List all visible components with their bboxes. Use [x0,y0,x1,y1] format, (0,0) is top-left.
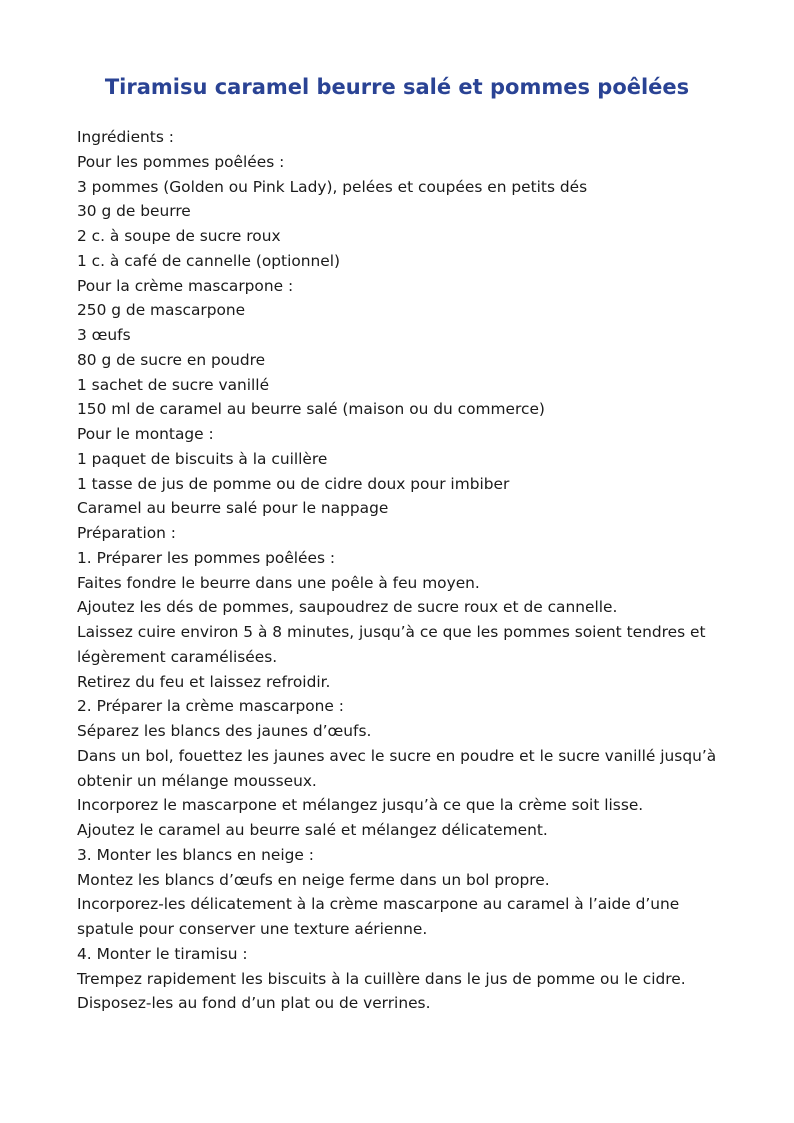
text-line: 2 c. à soupe de sucre roux [77,227,281,245]
text-line: Préparation : [77,524,176,542]
text-line: 3. Monter les blancs en neige : [77,845,314,864]
recipe-body [77,125,737,1016]
text-line: 2. Préparer la crème mascarpone : [77,697,344,716]
text-line: Pour la crème mascarpone : [77,276,294,295]
text-line: Laissez cuire environ 5 à 8 minutes, jusqu’à ce que les pommes soient tendres et légèrement caramélisées. [77,623,706,666]
text-line: 3 œufs [77,326,131,344]
text-line: Séparez les blancs des jaunes d’œufs. [77,722,372,740]
text-line: 3 pommes (Golden ou Pink Lady), pelées et coupées en petits dés [77,177,588,196]
text-line: Montez les blancs d’œufs en neige ferme dans un bol propre. [77,870,550,889]
text-line: Incorporez le mascarpone et mélangez jusqu’à ce que la crème soit lisse. [77,796,644,815]
text-line: 4. Monter le tiramisu : [77,944,248,963]
text-line: 30 g de beurre [77,202,191,221]
text-line: Pour les pommes poêlées : [77,152,285,171]
text-line: Disposez-les au fond d’un plat ou de verrines. [77,994,431,1013]
text-line: 1 sachet de sucre vanillé [77,375,270,394]
text-line: Pour le montage : [77,425,214,443]
text-line: Faites fondre le beurre dans une poêle à feu moyen. [77,573,480,592]
text-line: Dans un bol, fouettez les jaunes avec le sucre en poudre et le sucre vanillé jusqu’à obtenir un mélange mousseux. [77,746,717,790]
text-line: 250 g de mascarpone [77,301,246,320]
text-line: 1 tasse de jus de pomme ou de cidre doux pour imbiber [77,474,510,493]
text-line: Ajoutez le caramel au beurre salé et mélangez délicatement. [77,821,548,839]
text-line: Ingrédients : [77,128,174,146]
text-line: 1 paquet de biscuits à la cuillère [77,449,328,468]
text-line: 150 ml de caramel au beurre salé (maison ou du commerce) [77,400,545,419]
document-title: Tiramisu caramel beurre salé et pommes poêlées [104,75,690,99]
text-line: Caramel au beurre salé pour le nappage [77,499,389,518]
text-line: Retirez du feu et laissez refroidir. [77,672,331,691]
text-line: Incorporez-les délicatement à la crème mascarpone au caramel à l’aide d’une spatule pour conserver une texture aérienne. [77,895,680,938]
text-line: 1. Préparer les pommes poêlées : [77,548,336,567]
text-line: Trempez rapidement les biscuits à la cuillère dans le jus de pomme ou le cidre. [77,969,686,988]
text-line: 80 g de sucre en poudre [77,350,266,369]
text-line: 1 c. à café de cannelle (optionnel) [77,251,341,270]
text-line: Ajoutez les dés de pommes, saupoudrez de sucre roux et de cannelle. [77,598,618,617]
